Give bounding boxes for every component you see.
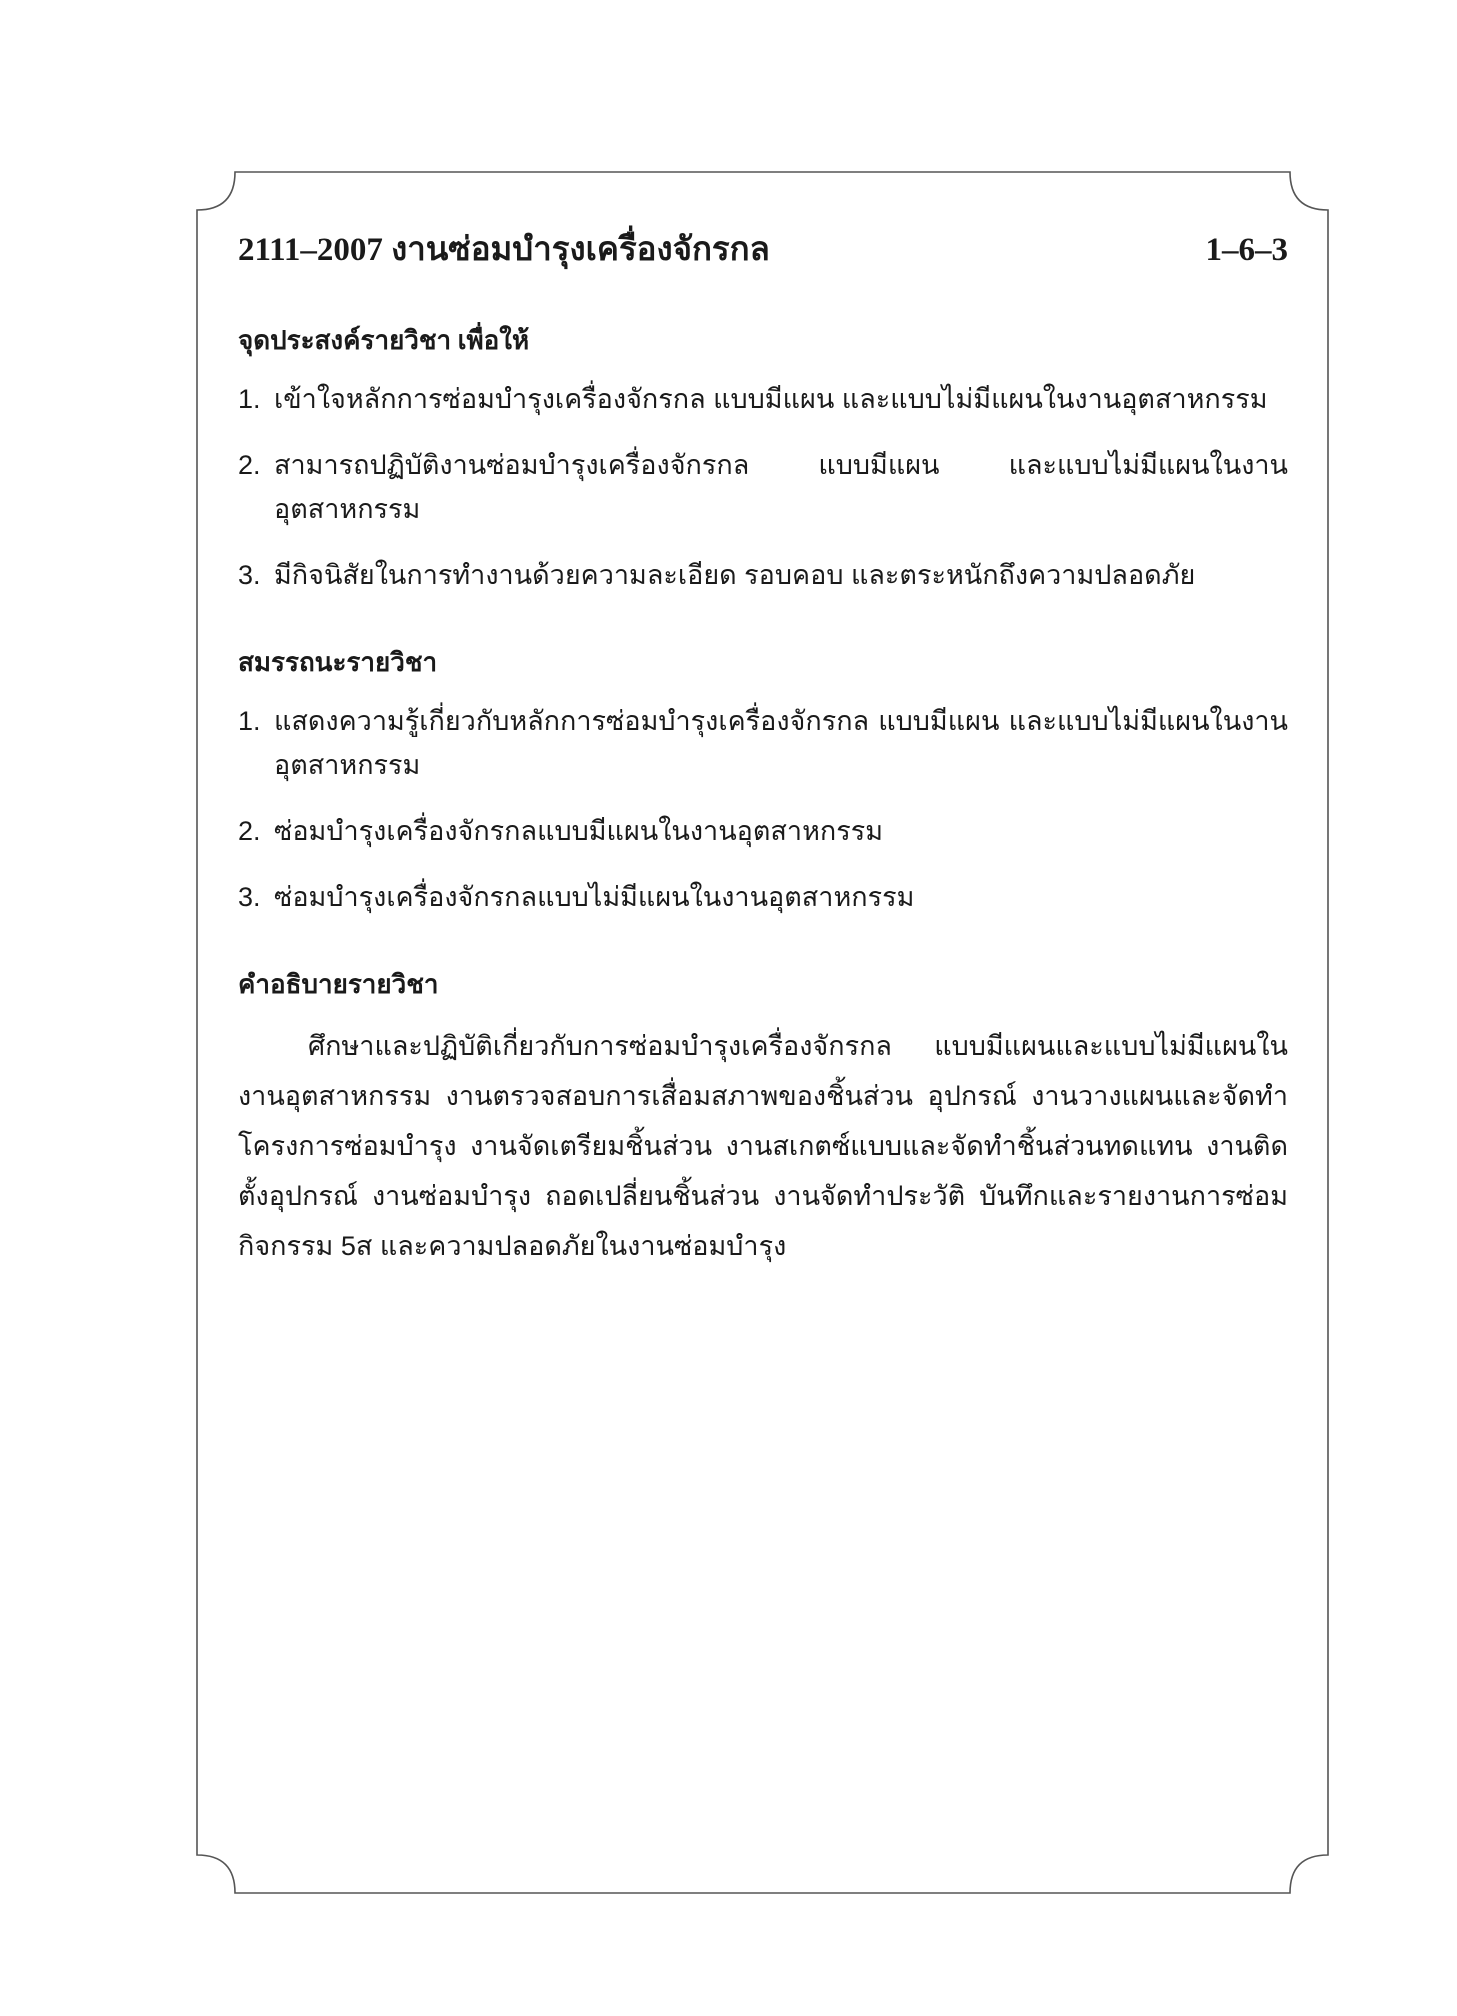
competencies-list xyxy=(238,699,1288,919)
item-text: แสดงความรู้เกี่ยวกับหลักการซ่อมบำรุงเครื่องจักรกล แบบมีแผน และแบบไม่มีแผนในงานอุตสาหกรรม xyxy=(274,706,1288,780)
competencies-heading: สมรรถนะรายวิชา xyxy=(238,648,438,677)
item-number: 1. xyxy=(238,384,261,414)
item-number: 3. xyxy=(238,882,261,912)
list-item xyxy=(238,699,1288,787)
course-credits: 1–6–3 xyxy=(1205,232,1288,268)
item-number: 1. xyxy=(238,706,261,736)
description-heading: คำอธิบายรายวิชา xyxy=(238,970,439,999)
list-item xyxy=(238,809,1288,853)
item-number: 2. xyxy=(238,450,261,480)
item-text: ซ่อมบำรุงเครื่องจักรกลแบบมีแผนในงานอุตสาหกรรม xyxy=(274,816,884,846)
objectives-section xyxy=(238,319,1288,597)
description-section xyxy=(238,963,1288,1271)
course-header xyxy=(238,225,1288,275)
item-number: 2. xyxy=(238,816,261,846)
item-text: ซ่อมบำรุงเครื่องจักรกลแบบไม่มีแผนในงานอุตสาหกรรม xyxy=(274,882,915,912)
item-text: มีกิจนิสัยในการทำงานด้วยความละเอียด รอบคอบ และตระหนักถึงความปลอดภัย xyxy=(274,560,1196,590)
item-text: สามารถปฏิบัติงานซ่อมบำรุงเครื่องจักรกล แบบมีแผน และแบบไม่มีแผนในงานอุตสาหกรรม xyxy=(274,450,1288,524)
document-content xyxy=(238,225,1288,1271)
list-item xyxy=(238,875,1288,919)
course-title: 2111–2007 งานซ่อมบำรุงเครื่องจักรกล xyxy=(238,232,770,268)
competencies-section xyxy=(238,641,1288,919)
objectives-heading: จุดประสงค์รายวิชา เพื่อให้ xyxy=(238,326,530,355)
item-number: 3. xyxy=(238,560,261,590)
description-paragraph: ศึกษาและปฏิบัติเกี่ยวกับการซ่อมบำรุงเครื่องจักรกล แบบมีแผนและแบบไม่มีแผนในงานอุตสาหกรรม งานตรวจสอบการเสื่อมสภาพของชิ้นส่วน อุปกรณ์ งานวางแผนและจัดทำโครงการซ่อมบำรุง งานจัดเตรียมชิ้นส่วน งานสเกตซ์แบบและจัดทำชิ้นส่วนทดแทน งานติดตั้งอุปกรณ์ งานซ่อมบำรุง ถอดเปลี่ยนชิ้นส่วน งานจัดทำประวัติ บันทึกและรายงานการซ่อม กิจกรรม 5ส และความปลอดภัยในงานซ่อมบำรุง xyxy=(238,1031,1288,1261)
list-item xyxy=(238,377,1288,421)
objectives-list xyxy=(238,377,1288,597)
list-item xyxy=(238,553,1288,597)
item-text: เข้าใจหลักการซ่อมบำรุงเครื่องจักรกล แบบมีแผน และแบบไม่มีแผนในงานอุตสาหกรรม xyxy=(274,384,1268,414)
list-item xyxy=(238,443,1288,531)
